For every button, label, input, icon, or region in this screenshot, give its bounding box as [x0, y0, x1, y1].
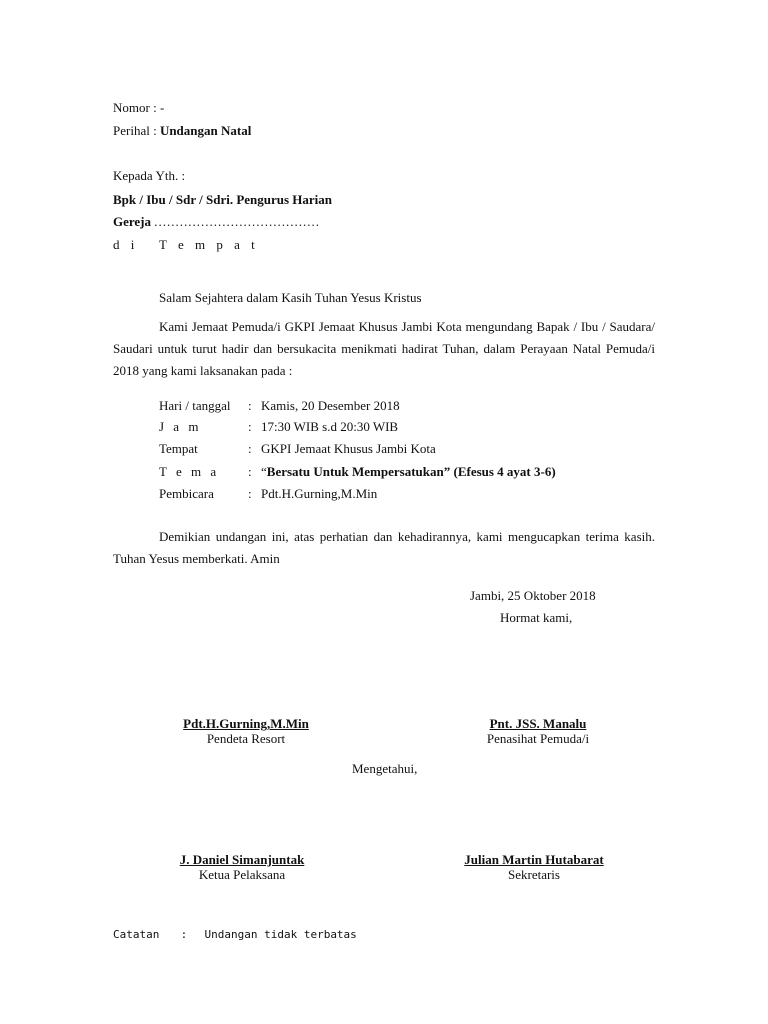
nomor-label: Nomor : — [113, 100, 157, 115]
perihal-label: Perihal : — [113, 123, 157, 138]
gereja-dots: ....................................... — [154, 214, 321, 229]
gereja-line — [113, 214, 320, 230]
perihal-line — [113, 123, 251, 139]
closing-paragraph: Demikian undangan ini, atas perhatian dan kehadirannya, kami mengucapkan terima kasih. Tuhan Yesus memberkati. Amin — [113, 529, 655, 566]
perihal-value: Undangan Natal — [159, 123, 252, 138]
mengetahui: Mengetahui, — [352, 761, 418, 776]
nomor-line — [113, 100, 164, 116]
catatan-text: Undangan tidak terbatas — [204, 928, 357, 941]
detail-row: Tempat : GKPI Jemaat Khusus Jambi Kota — [159, 441, 436, 456]
detail-row: Hari / tanggal : Kamis, 20 Desember 2018 — [159, 398, 400, 413]
detail-row: T e m a : “Bersatu Untuk Mempersatukan” (Efesus 4 ayat 3-6) — [159, 464, 556, 479]
di-label: d i — [113, 237, 139, 252]
signatory-name: Pnt. JSS. Manalu — [489, 716, 587, 731]
tema-value: Bersatu Untuk Mempersatukan” (Efesus 4 ayat 3-6) — [266, 464, 556, 479]
catatan-label: Catatan — [113, 928, 160, 941]
signature-block — [434, 852, 634, 882]
signatory-role: Penasihat Pemuda/i — [486, 731, 590, 746]
tempat-label: T e m p a t — [159, 237, 259, 252]
detail-value: GKPI Jemaat Khusus Jambi Kota — [261, 441, 436, 456]
tema-open-quote: “ — [261, 464, 267, 479]
detail-label: Hari / tanggal — [159, 398, 231, 413]
catatan-line — [113, 927, 357, 943]
detail-value: Pdt.H.Gurning,M.Min — [261, 486, 378, 501]
signature-block — [142, 852, 342, 882]
hormat-kami: Hormat kami, — [500, 610, 573, 625]
signature-block — [146, 716, 346, 746]
detail-value: Kamis, 20 Desember 2018 — [261, 398, 400, 413]
signatory-role: Pendeta Resort — [206, 731, 286, 746]
signatory-name: J. Daniel Simanjuntak — [179, 852, 305, 867]
detail-label: Pembicara — [159, 486, 214, 501]
signatory-name: Julian Martin Hutabarat — [464, 852, 604, 867]
kepada-yth: Kepada Yth. : — [113, 168, 186, 183]
signatory-role: Ketua Pelaksana — [198, 867, 286, 882]
detail-value: 17:30 WIB s.d 20:30 WIB — [261, 419, 399, 434]
detail-label: T e m a — [159, 464, 220, 479]
salam-line: Salam Sejahtera dalam Kasih Tuhan Yesus Kristus — [159, 290, 422, 305]
detail-label: J a m — [159, 419, 202, 434]
nomor-value: - — [159, 100, 165, 115]
gereja-label: Gereja — [113, 214, 152, 229]
detail-label: Tempat — [159, 441, 198, 456]
signatory-name: Pdt.H.Gurning,M.Min — [183, 716, 309, 731]
place-date: Jambi, 25 Oktober 2018 — [470, 588, 596, 603]
recipient-line: Bpk / Ibu / Sdr / Sdri. Pengurus Harian — [113, 192, 333, 207]
detail-row: J a m : 17:30 WIB s.d 20:30 WIB — [159, 419, 399, 434]
signatory-role: Sekretaris — [508, 867, 560, 882]
signature-block — [438, 716, 638, 746]
invitation-paragraph: Kami Jemaat Pemuda/i GKPI Jemaat Khusus Jambi Kota mengundang Bapak / Ibu / Saudara/ Saudari untuk turut hadir dan bersukacita menikmati hadirat Tuhan, dalam Perayaan Natal Pemuda/i 2018 yang kami laksanakan pada : — [113, 319, 655, 378]
catatan-sep: : — [180, 928, 188, 941]
detail-row: Pembicara : Pdt.H.Gurning,M.Min — [159, 486, 378, 501]
